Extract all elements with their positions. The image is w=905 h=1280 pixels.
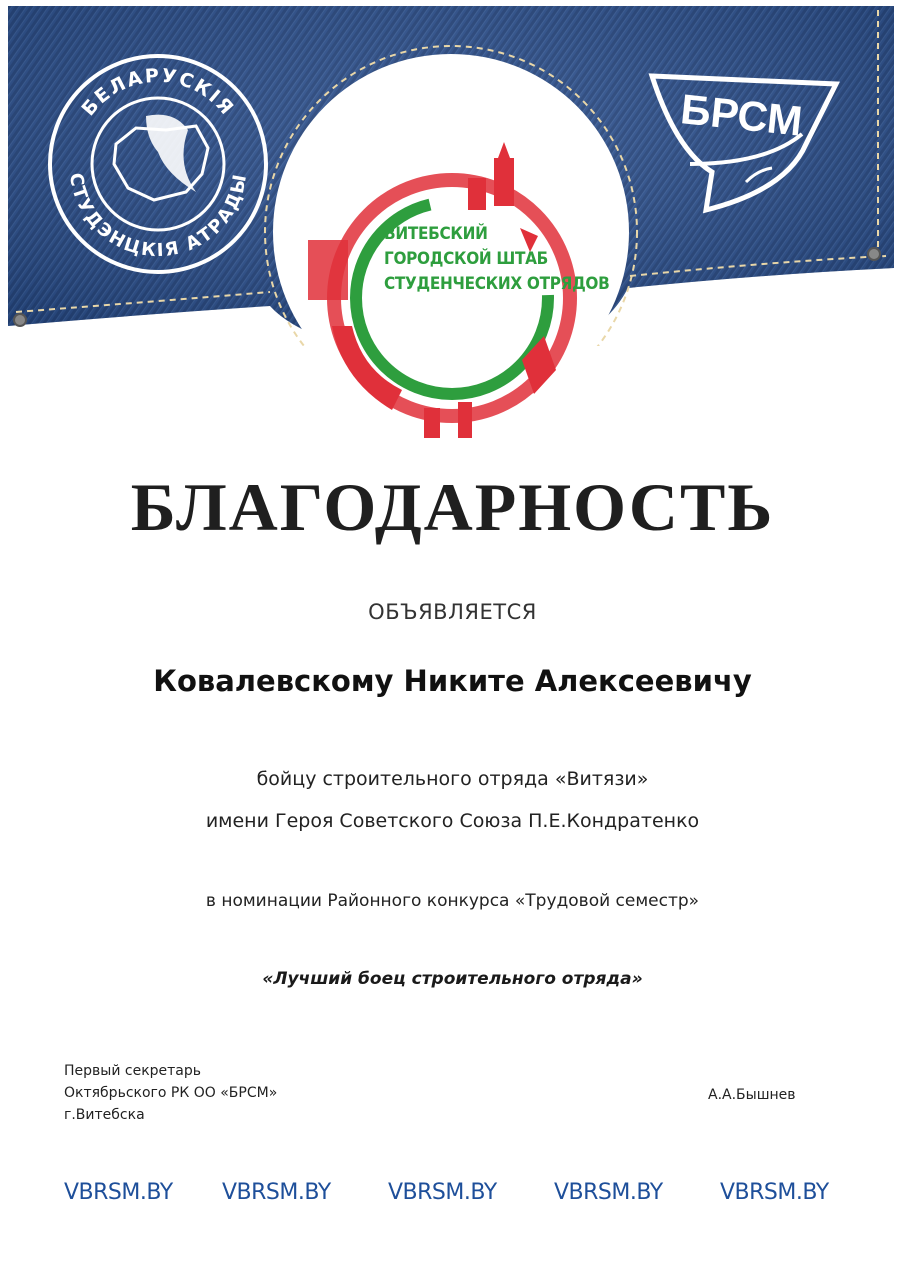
brsm-emblem <box>646 60 846 230</box>
footer-link[interactable]: VBRSM.BY <box>64 1180 173 1205</box>
belarus-student-brigades-emblem <box>46 52 270 276</box>
nomination-title: «Лучший боец строительного отряда» <box>262 969 643 989</box>
logo-title-line-2: ГОРОДСКОЙ ШТАБ <box>384 249 549 269</box>
logo-title-line-1: ВИТЕБСКИЙ <box>384 224 488 244</box>
signature-position <box>64 1060 277 1126</box>
emblem-top-text: БЕЛАРУСКІЯ <box>77 64 239 121</box>
signer-name: А.А.Бышнев <box>708 1087 796 1103</box>
announce-text: ОБЪЯВЛЯЕТСЯ <box>368 600 537 624</box>
footer-link[interactable]: VBRSM.BY <box>720 1180 829 1205</box>
emblem-bottom-text: СТУДЭНЦКІЯ АТРАДЫ <box>64 171 252 262</box>
position-line-1: Первый секретарь <box>64 1063 202 1079</box>
position-line-3: г.Витебска <box>64 1107 145 1123</box>
position-line-2: Октябрьского РК ОО «БРСМ» <box>64 1085 278 1101</box>
recipient-name: Ковалевскому Никите Алексеевичу <box>153 664 752 698</box>
contest-line: в номинации Районного конкурса «Трудовой семестр» <box>205 891 700 911</box>
brsm-logo-text: БРСМ <box>678 85 805 145</box>
logo-title-line-3: СТУДЕНЧЕСКИХ ОТРЯДОВ <box>384 274 610 294</box>
footer-link[interactable]: VBRSM.BY <box>222 1180 331 1205</box>
unit-line: бойцу строительного отряда «Витязи» <box>256 768 649 790</box>
footer-link[interactable]: VBRSM.BY <box>554 1180 663 1205</box>
footer-link[interactable]: VBRSM.BY <box>388 1180 497 1205</box>
footer-links <box>0 1180 905 1220</box>
unit-name-line: имени Героя Советского Союза П.Е.Кондратенко <box>205 810 700 832</box>
certificate-title: БЛАГОДАРНОСТЬ <box>130 469 775 545</box>
logo-title <box>384 222 614 297</box>
